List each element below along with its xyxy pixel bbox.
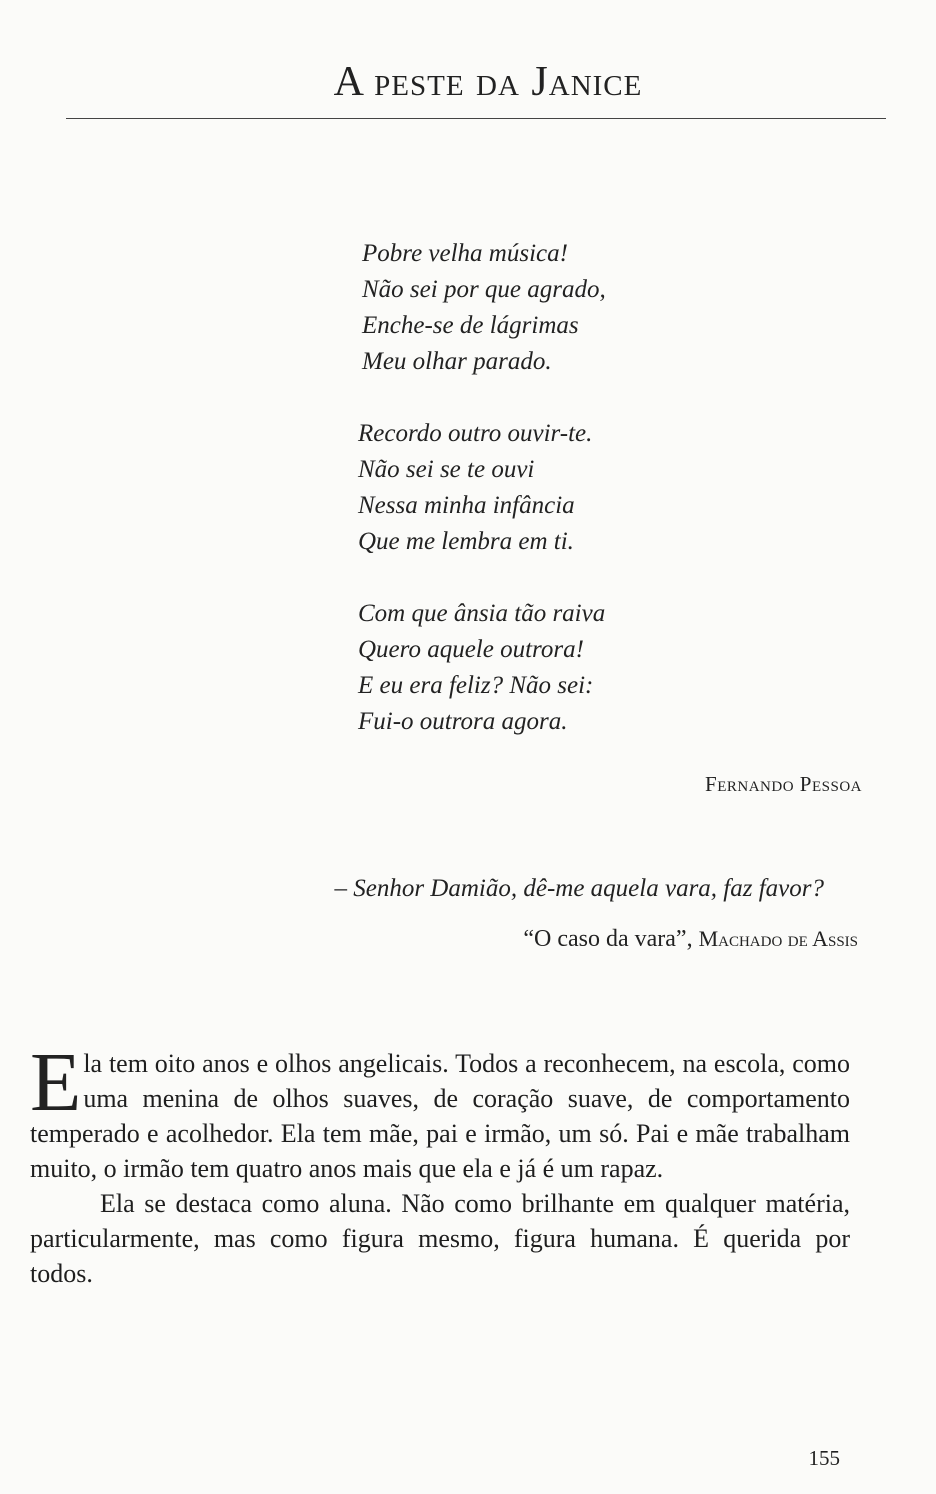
page-number: 155 — [808, 1446, 840, 1470]
epigraph-source-title: “O caso da vara”, — [523, 926, 699, 952]
poem-line: Não sei por que agrado, — [362, 276, 606, 303]
poem-line: Enche-se de lágrimas — [362, 312, 579, 339]
poem-stanza-2 — [358, 416, 606, 560]
poem-stanza-1 — [362, 236, 606, 380]
poem-line: Com que ânsia tão raiva — [358, 600, 606, 627]
epigraph-poem — [358, 236, 606, 776]
poem-line: Nessa minha infância — [358, 492, 575, 519]
body-paragraph: Ela se destaca como aluna. Não como brilhante em qualquer matéria, particularmente, mas como figura mesmo, figura humana. É querida por todos. — [30, 1189, 850, 1288]
title-rule — [66, 118, 886, 119]
epigraph-source-author: Machado de Assis — [698, 926, 858, 951]
chapter-body — [30, 1036, 850, 1291]
poem-author: Fernando Pessoa — [705, 772, 862, 796]
poem-line: Quero aquele outrora! — [358, 636, 584, 663]
body-paragraph-text: la tem oito anos e olhos angelicais. Todos a reconhecem, na escola, como uma menina de olhos suaves, de coração suave, de comportamento temperado e acolhedor. Ela tem mãe, pai e irmão, um só. Pai e mãe trabalham muito, o irmão tem quatro anos mais que ela e já é um rapaz. — [30, 1049, 850, 1183]
poem-line: Que me lembra em ti. — [358, 528, 574, 555]
poem-line: Não sei se te ouvi — [358, 456, 535, 483]
body-paragraph — [30, 1036, 850, 1186]
poem-line: Meu olhar parado. — [362, 348, 552, 375]
poem-stanza-3 — [358, 596, 606, 740]
epigraph-quote: – Senhor Damião, dê-me aquela vara, faz favor? — [334, 875, 824, 902]
poem-line: Pobre velha música! — [362, 240, 568, 267]
drop-cap: E — [30, 1036, 82, 1129]
poem-line: E eu era feliz? Não sei: — [358, 672, 594, 699]
poem-line: Recordo outro ouvir-te. — [358, 420, 593, 447]
poem-line: Fui-o outrora agora. — [358, 708, 568, 735]
chapter-title: A peste da Janice — [333, 59, 643, 105]
epigraph-source — [523, 926, 858, 953]
